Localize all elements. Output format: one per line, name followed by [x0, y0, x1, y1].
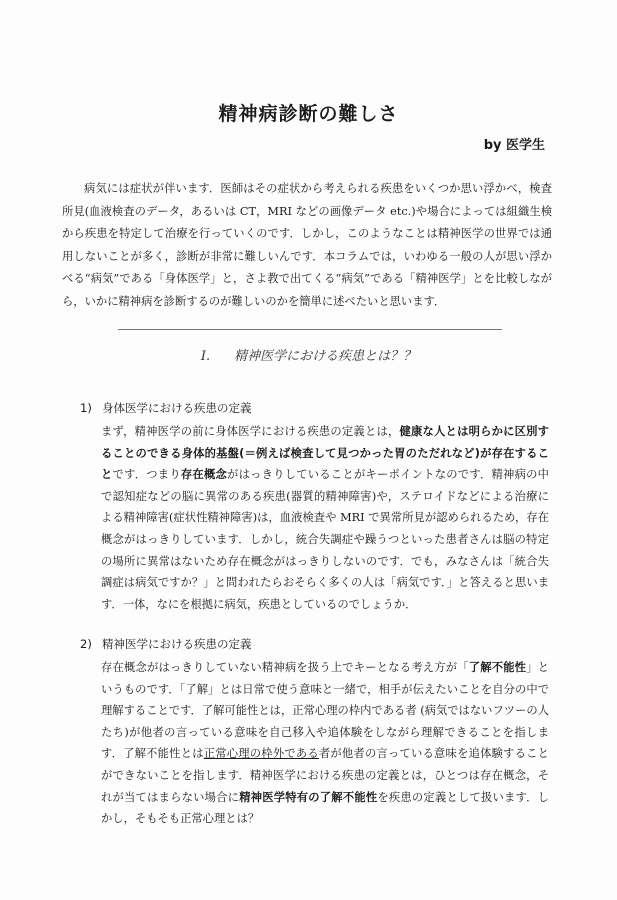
- subheading-1-title: 身体医学における疾患の定義: [102, 401, 252, 415]
- paragraph-2-bold-a: 了解不能性: [468, 661, 527, 674]
- paragraph-2-bold-b: 精神医学特有の了解不能性: [239, 790, 378, 804]
- paragraph-2-text-c: 者が他者の言っている意味を追体験することができないことを指します．精神医学における疾患の定義とは，ひとつは存在概念，それが当てはまらない場合に: [101, 747, 549, 804]
- subheading-1-number: 1): [80, 401, 92, 415]
- paragraph-1: [101, 421, 549, 615]
- section-heading: [0, 345, 617, 364]
- paragraph-2-text-a: 存在概念がはっきりしていない精神病を扱う上でキーとなる考え方が「: [101, 661, 469, 674]
- author-byline: by 医学生: [483, 138, 545, 153]
- paragraph-1-text-a: まず，精神医学の前に身体医学における疾患の定義とは，: [101, 425, 400, 438]
- paragraph-2-text-b: 」というものです．「了解」とは日常で使う意味と一緒で，相手が伝えたいことを自分の中で理解することです．了解可能性とは，正常心理の枠内である者 (病気ではないフツーの人たち)が他者の言っている意味を自己移入や追体験をしながら理解できることを指します．了解不能性とは: [101, 661, 549, 761]
- document-title: 精神病診断の難しさ: [218, 103, 399, 125]
- paragraph-1-text-c: がはっきりしていることがキーポイントなのです．精神病の中で認知症などの脳に異常のある疾患(器質的精神障害)や，ステロイドなどによる治療による精神障害(症状性精神障害)は，血液検査や MRI で異常所見が認められるため，存在概念がはっきりしています．しかし，統合失調症や躁うつといった患者さんは脳の特定の場所に異常はないため存在概念がはっきりしないのです．でも，みなさんは「統合失調症は病気ですか？」と問われたらおそらく多くの人は「病気です．」と答えると思います．一体，なにを根拠に病気，疾患としているのでしょうか．: [101, 468, 549, 611]
- subheading-2-title: 精神医学における疾患の定義: [102, 637, 252, 651]
- section-title: 精神医学における疾患とは？？: [234, 349, 417, 364]
- paragraph-1-bold-b: 存在概念: [180, 468, 228, 482]
- section-divider: [118, 329, 502, 330]
- section-number: I.: [200, 349, 211, 364]
- intro-paragraph: 病気には症状が伴います．医師はその症状から考えられる疾患をいくつか思い浮かべ，検査所見(血液検査のデータ，あるいは CT，MRI などの画像データ etc.)や場合によっては組織生検から疾患を特定して治療を行っていくのです．しかし，このようなことは精神医学の世界では通用しないことが多く，診断が非常に難しいんです．本コラムでは，いわゆる一般の人が思い浮かべる“病気”である「身体医学」と，さよ教で出てくる“病気”である「精神医学」とを比較しながら，いかに精神病を診断するのが難しいのかを簡単に述べたいと思います．: [62, 182, 552, 308]
- paragraph-1-text-b: です．つまり: [112, 468, 181, 482]
- subheading-1: [80, 400, 252, 416]
- subheading-2: [80, 636, 252, 652]
- paragraph-2-text-d: を疾患の定義として扱います．しかし，そもそも正常心理とは？: [101, 790, 549, 826]
- subheading-2-number: 2): [80, 637, 92, 651]
- paragraph-2: [101, 657, 549, 830]
- paragraph-2-underline: 正常心理の枠外である: [203, 747, 319, 761]
- paragraph-1-bold-a: 健康な人とは明らかに区別することのできる身体的基盤(＝例えば検査して見つかった胃のただれなど)が存在すること: [101, 425, 549, 482]
